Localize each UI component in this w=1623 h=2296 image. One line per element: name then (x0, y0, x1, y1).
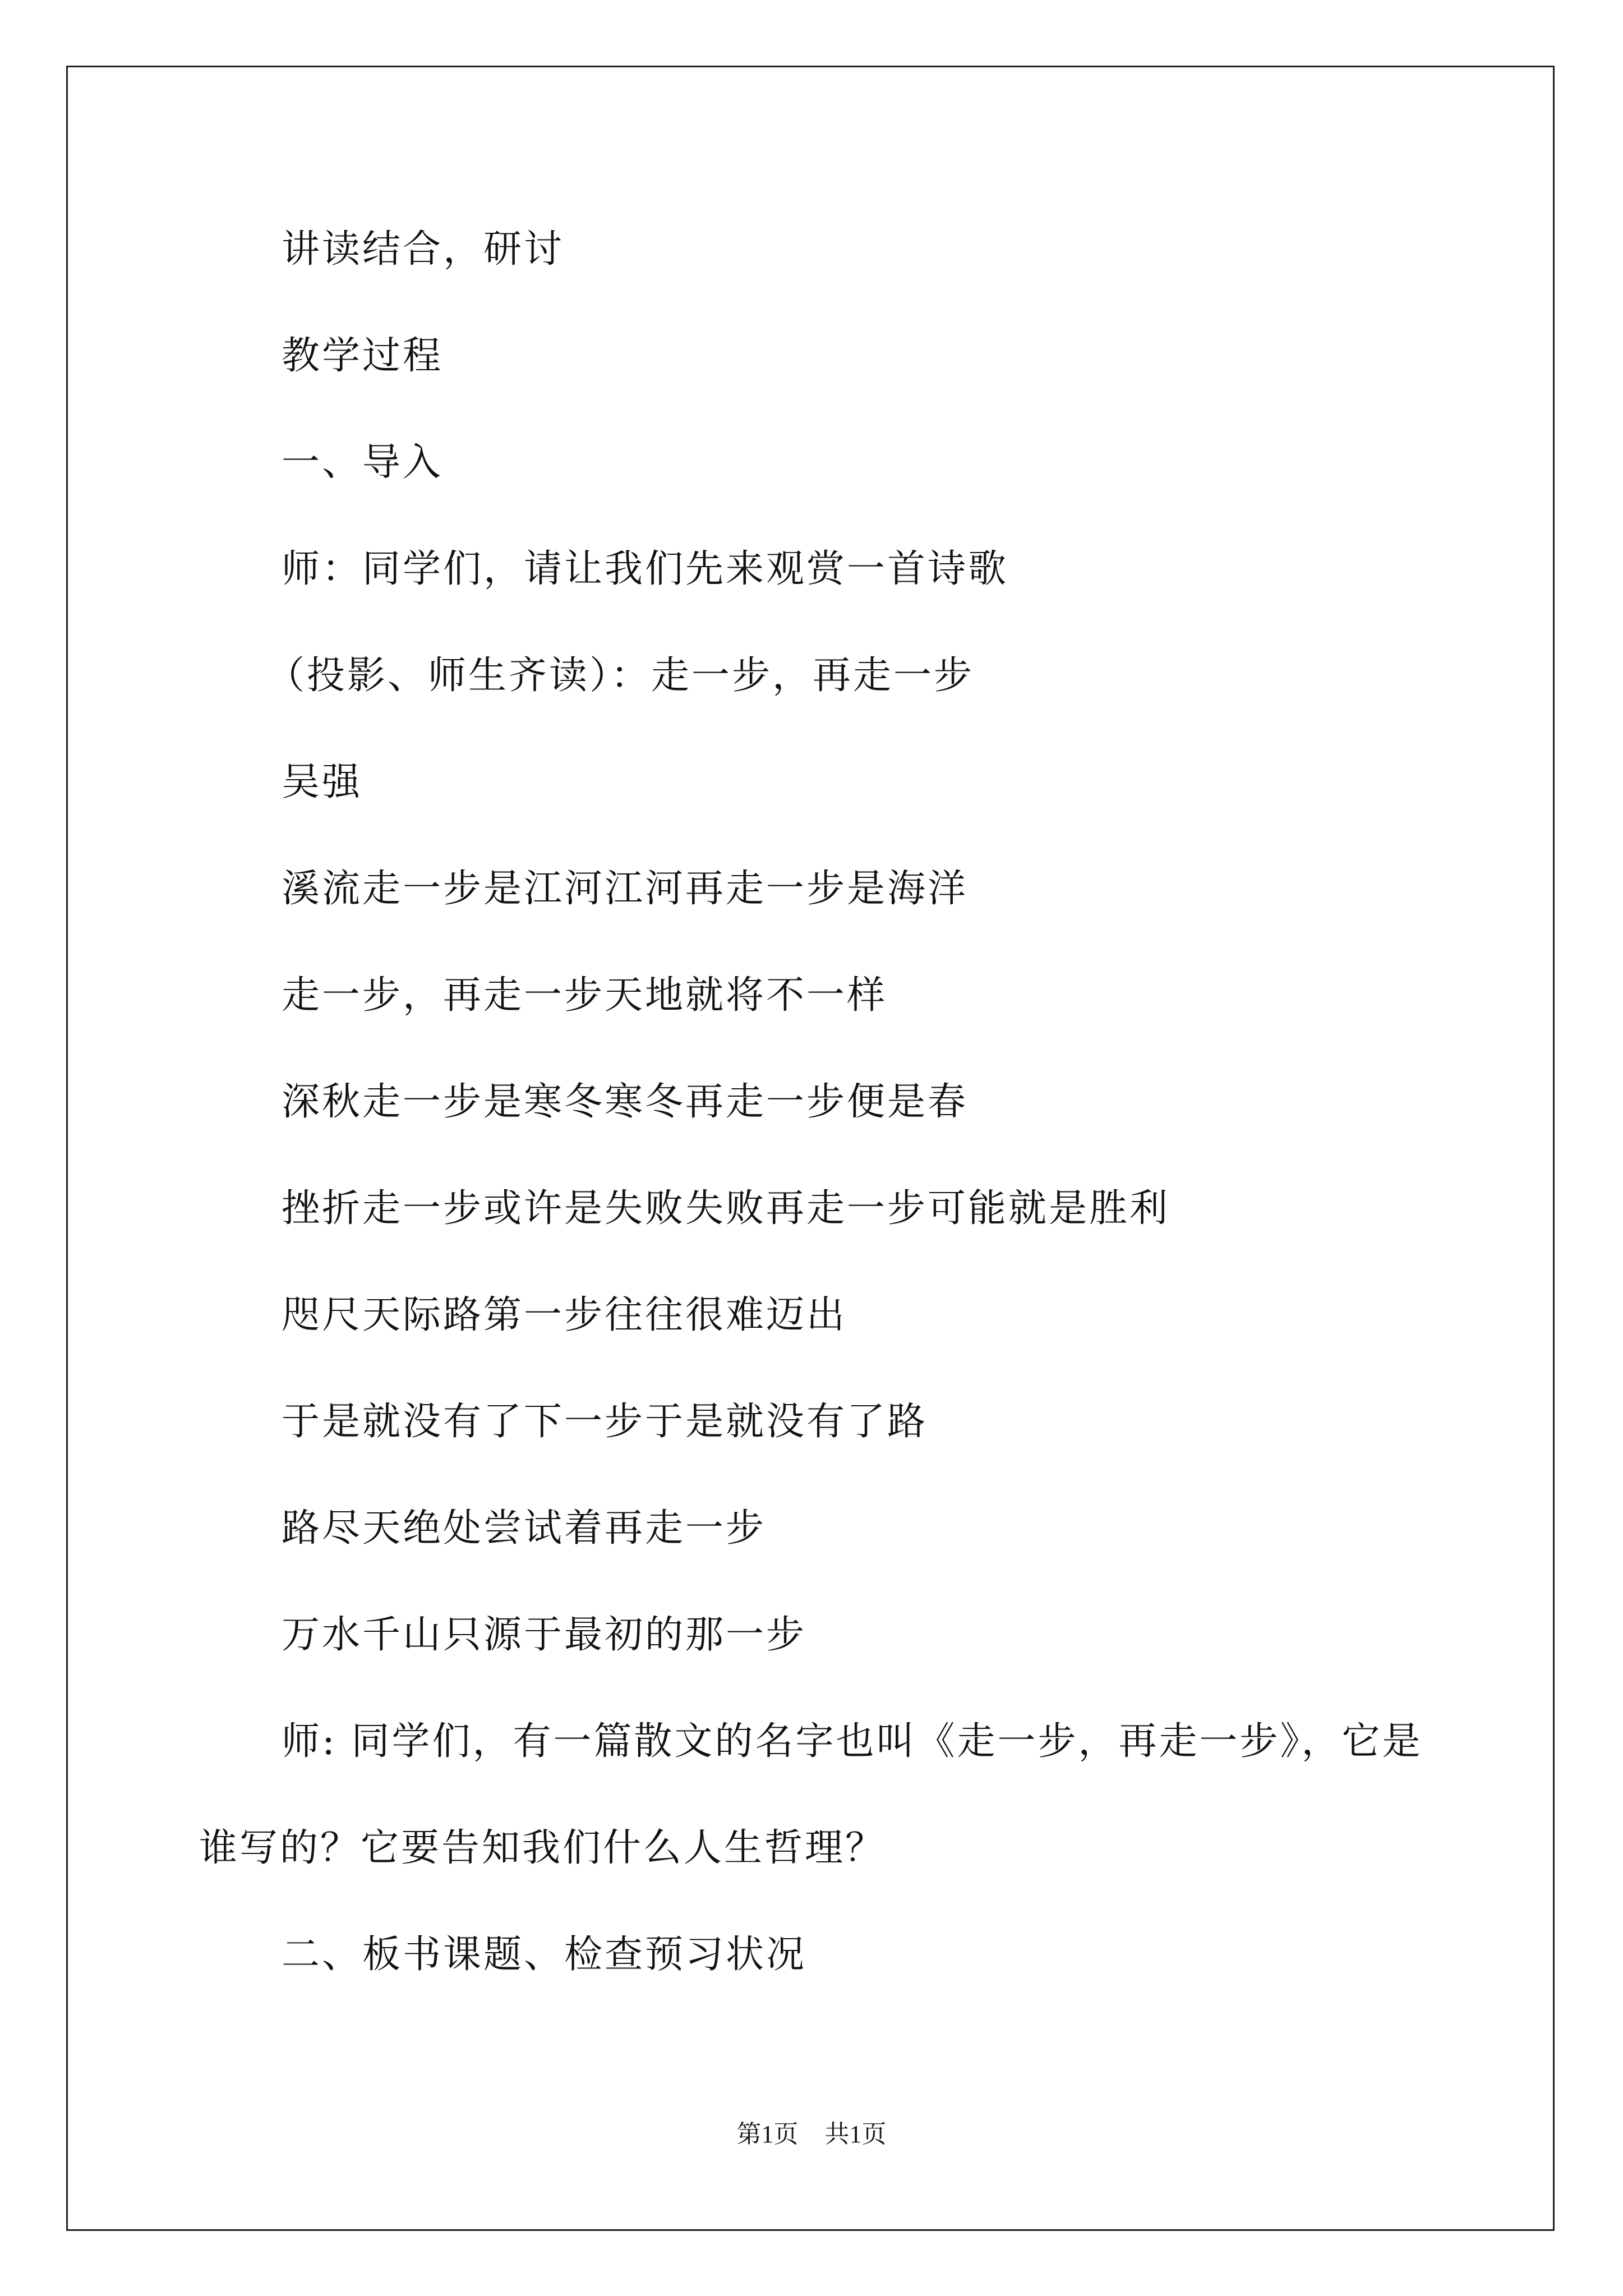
text-line: 师: 同学们，有一篇散文的名字也叫《走一步，再走一步》，它是 (282, 1719, 1423, 1764)
text-line: （投影、师生齐读）：走一步，再走一步 (266, 654, 975, 698)
poem-line: 于是就没有了下一步于是就没有了路 (282, 1400, 928, 1444)
poem-line: 走一步，再走一步天地就将不一样 (282, 973, 888, 1018)
section-heading: 二、板书课题、检查预习状况 (282, 1932, 807, 1977)
section-heading: 一、导入 (282, 440, 444, 485)
poem-line: 咫尺天际路第一步往往很难迈出 (282, 1293, 847, 1337)
poem-line: 深秋走一步是寒冬寒冬再走一步便是春 (282, 1080, 969, 1124)
text-line: 讲读结合，研讨 (282, 227, 565, 272)
text-line: 师：同学们，请让我们先来观赏一首诗歌 (282, 547, 1009, 591)
page-number: 第1页 (736, 2120, 799, 2148)
poem-line: 溪流走一步是江河江河再走一步是海洋 (282, 867, 969, 911)
poem-line: 万水千山只源于最初的那一步 (282, 1613, 807, 1657)
page-border (66, 66, 1555, 2231)
poem-line: 路尽天绝处尝试着再走一步 (282, 1506, 767, 1550)
page-footer (0, 2118, 1623, 2151)
poem-author: 吴强 (282, 760, 363, 804)
poem-line: 挫折走一步或许是失败失败再走一步可能就是胜利 (282, 1186, 1170, 1231)
page-total: 共1页 (824, 2120, 887, 2148)
section-heading: 教学过程 (282, 334, 444, 378)
text-line: 谁写的？它要告知我们什么人生哲理？ (199, 1826, 886, 1870)
